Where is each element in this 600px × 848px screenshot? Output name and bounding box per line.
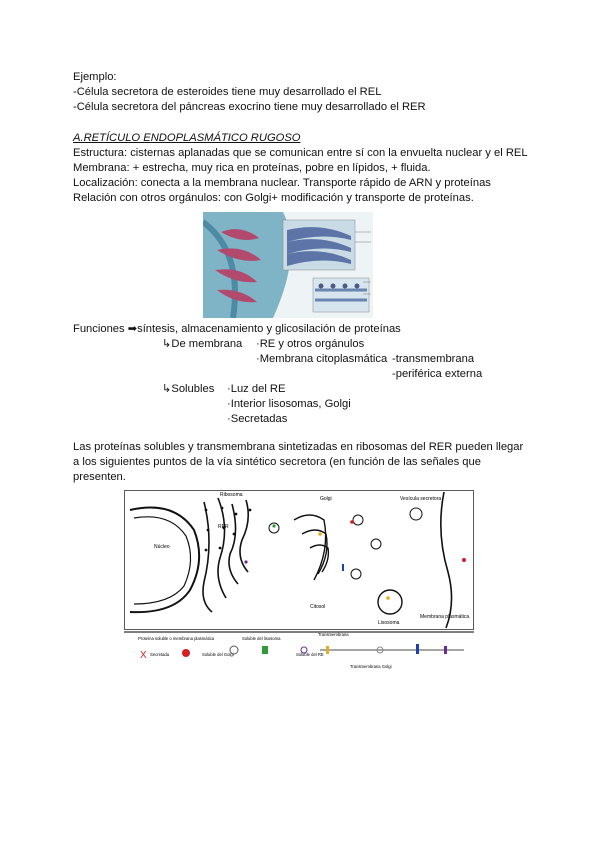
legend-transmembrane: Transmembrana <box>318 632 349 637</box>
legend-lysosome-soluble: Soluble del lisosoma <box>242 636 281 641</box>
membrane-sub-1: -transmembrana <box>392 353 475 365</box>
functions-title: Funciones ➡síntesis, almacenamiento y glicosilación de proteínas <box>73 323 401 335</box>
label-plasma: Membrana plasmática <box>420 614 470 620</box>
example-line-1: -Célula secretora de esteroides tiene muy desarrollado el REL <box>73 86 382 98</box>
svg-text:X: X <box>140 650 147 661</box>
example-line-2: -Célula secretora del páncreas exocrino tiene muy desarrollado el RER <box>73 101 426 113</box>
legend-transmembrane-golgi: Transmembrana Golgi <box>350 664 392 669</box>
soluble-item-3: ·Secretadas <box>227 413 288 425</box>
closing-line-2: a los siguientes puntos de la vía sintético secretora (en función de las señales que <box>73 456 481 468</box>
closing-line-1: Las proteínas solubles y transmembrana sintetizadas en ribosomas del RER pueden llegar <box>73 441 524 453</box>
label-golgi: Golgi <box>320 496 332 502</box>
label-rer: RER <box>218 524 229 530</box>
rer-illustration <box>203 212 373 318</box>
closing-line-3: presenten. <box>73 471 126 483</box>
soluble-item-2: ·Interior lisosomas, Golgi <box>227 398 351 410</box>
membrane-item-2: ·Membrana citoplasmática <box>256 353 388 365</box>
label-lysosome: Lisosoma <box>378 620 400 626</box>
structure-line: Estructura: cisternas aplanadas que se comunican entre sí con la envuelta nuclear y el REL <box>73 147 528 159</box>
legend-re-soluble: Soluble del RE <box>296 652 324 657</box>
legend-secreted: Secretada <box>150 652 170 657</box>
secretory-pathway-diagram <box>124 490 474 675</box>
legend-soluble-plasma: Proteína soluble o membrana plasmática <box>138 636 215 641</box>
membrane-label: ↳De membrana <box>162 338 243 350</box>
membrane-line: Membrana: + estrecha, muy rica en proteínas, pobre en lípidos, + fluida. <box>73 162 431 174</box>
label-cytosol: Citosol <box>310 604 326 610</box>
example-label: Ejemplo: <box>73 71 117 83</box>
section-heading: A.RETÍCULO ENDOPLASMÁTICO RUGOSO <box>73 132 301 144</box>
label-nucleus: Núcleo <box>154 544 170 550</box>
membrane-item-1: ·RE y otros orgánulos <box>256 338 365 350</box>
location-line: Localización: conecta a la membrana nuclear. Transporte rápido de ARN y proteínas <box>73 177 491 189</box>
label-ribosome: Ribosoma <box>220 492 243 498</box>
legend-golgi-soluble: Soluble del Golgi <box>202 652 234 657</box>
label-vesicle: Vesícula secretora <box>400 496 442 502</box>
soluble-item-1: ·Luz del RE <box>227 383 286 395</box>
membrane-sub-2: -periférica externa <box>392 368 483 380</box>
soluble-label: ↳Solubles <box>162 383 215 395</box>
relation-line: Relación con otros orgánulos: con Golgi+ modificación y transporte de proteínas. <box>73 192 474 204</box>
